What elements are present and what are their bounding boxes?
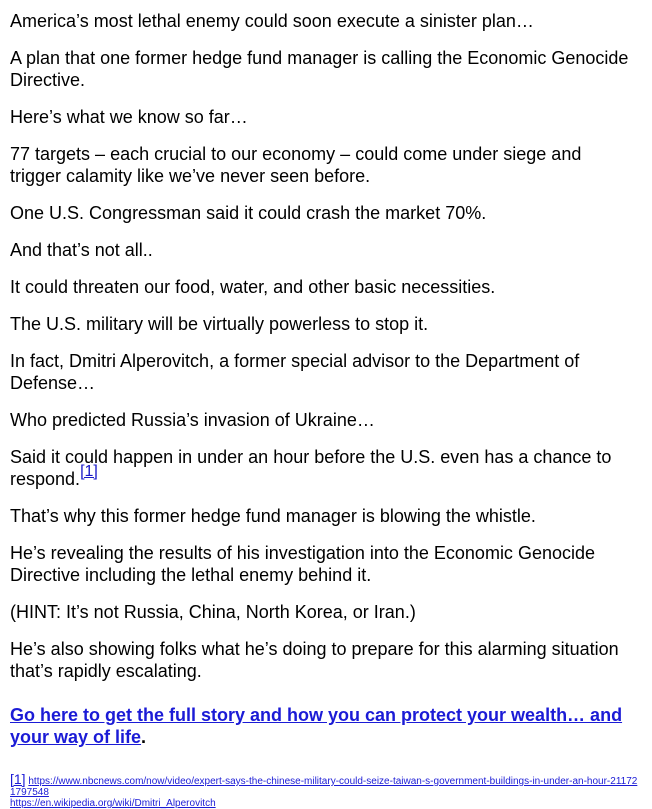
paragraph-1: America’s most lethal enemy could soon execute a sinister plan… xyxy=(10,11,534,31)
paragraph-4: 77 targets – each crucial to our economy – could come under siege and trigger calamity like we’ve never seen before. xyxy=(10,144,582,186)
paragraph-3: Here’s what we know so far… xyxy=(10,107,248,127)
paragraph-14: (HINT: It’s not Russia, China, North Korea, or Iran.) xyxy=(10,602,416,622)
paragraph-15: He’s also showing folks what he’s doing to prepare for this alarming situation that’s rapidly escalating. xyxy=(10,639,619,681)
paragraph-6: And that’s not all.. xyxy=(10,240,153,260)
paragraph-9: In fact, Dmitri Alperovitch, a former special advisor to the Department of Defense… xyxy=(10,351,580,393)
paragraph-5: One U.S. Congressman said it could crash the market 70%. xyxy=(10,203,487,223)
paragraph-2: A plan that one former hedge fund manager is calling the Economic Genocide Directive. xyxy=(10,48,629,90)
paragraph-8: The U.S. military will be virtually powerless to stop it. xyxy=(10,314,429,334)
footnote-link-wikipedia[interactable]: https://en.wikipedia.org/wiki/Dmitri_Alperovitch xyxy=(10,798,216,809)
paragraph-11-text: Said it could happen in under an hour before the U.S. even has a chance to respond. xyxy=(10,447,612,489)
footnote-ref xyxy=(80,463,98,480)
footnote-link-nbc[interactable]: https://www.nbcnews.com/now/video/expert-says-the-chinese-military-could-seize-taiwan-s-government-buildings-in-under-an-hour-211721797548 xyxy=(10,776,638,798)
paragraph-11 xyxy=(10,446,630,490)
paragraph-12: That’s why this former hedge fund manager is blowing the whistle. xyxy=(10,506,536,526)
paragraph-13: He’s revealing the results of his investigation into the Economic Genocide Directive including the lethal enemy behind it. xyxy=(10,543,595,585)
call-to-action xyxy=(10,704,630,748)
footnotes xyxy=(10,771,642,809)
paragraph-7: It could threaten our food, water, and other basic necessities. xyxy=(10,277,496,297)
paragraph-10: Who predicted Russia’s invasion of Ukraine… xyxy=(10,410,375,430)
cta-suffix: . xyxy=(141,727,147,747)
cta-link[interactable]: Go here to get the full story and how you can protect your wealth… and your way of life xyxy=(10,705,623,747)
footnote-ref-link[interactable]: [1] xyxy=(80,463,98,480)
footnote-marker[interactable]: [1] xyxy=(10,771,26,787)
